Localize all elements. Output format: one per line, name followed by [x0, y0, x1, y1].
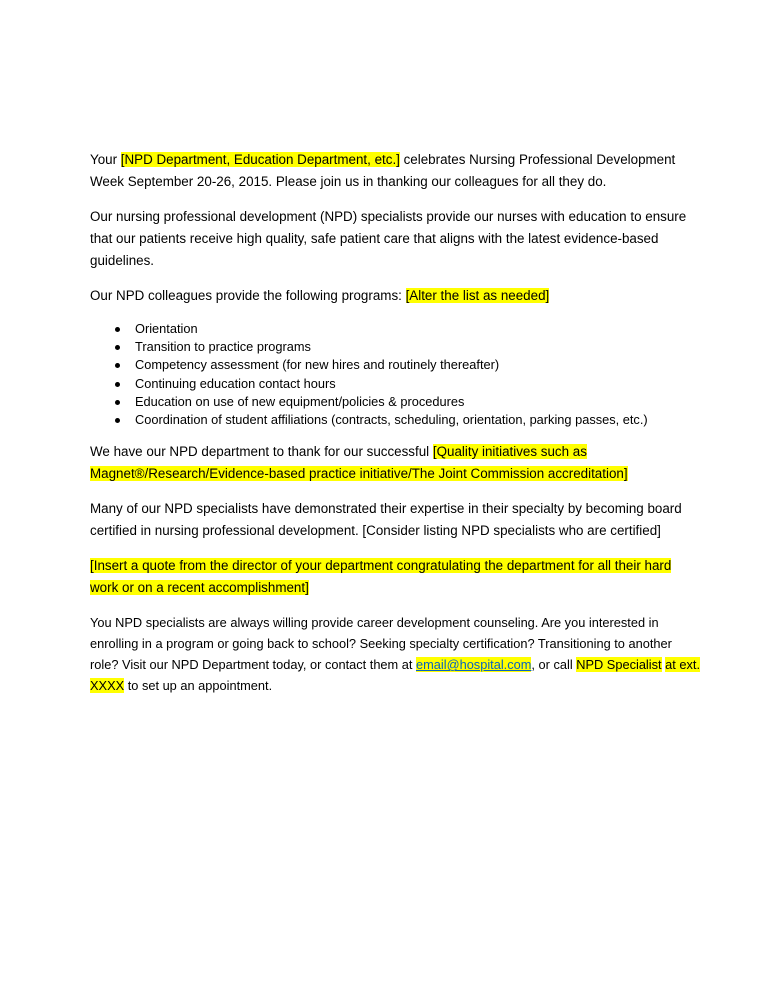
list-item [90, 411, 700, 429]
closing-end-text: to set up an appointment. [124, 678, 273, 694]
bullet-icon [115, 418, 120, 423]
bullet-icon [115, 363, 120, 368]
list-item [90, 356, 700, 374]
list-item [90, 375, 700, 393]
npd-specialist-placeholder: NPD Specialist [576, 657, 662, 673]
alter-list-placeholder: [Alter the list as needed] [405, 288, 550, 303]
closing-paragraph [90, 612, 700, 696]
list-item-text: Orientation [135, 321, 198, 336]
intro-text-end: celebrates Nursing Professional Development Week September 20-26, 2015. Please join us in thanking our colleagues for all they do. [90, 152, 676, 189]
certified-paragraph: Many of our NPD specialists have demonstrated their expertise in their specialty by becoming board certified in nursing professional development. [Consider listing NPD specialists who are certified] [90, 501, 682, 539]
quote-placeholder: [Insert a quote from the director of your department congratulating the department for all their hard work or on a recent accomplishment] [90, 558, 672, 596]
department-placeholder: [NPD Department, Education Department, etc.] [120, 152, 400, 167]
email-link[interactable]: email@hospital.com [416, 657, 532, 673]
closing-text: You NPD specialists are always willing provide career development counseling. Are you interested in enrolling in a program or going back to school? Seeking specialty certification? Transitioning to another role? Visit our NPD Department today, or contact them at [90, 615, 672, 673]
quality-initiatives-placeholder: [Quality initiatives such as Magnet®/Research/Evidence-based practice initiative/The Joint Commission accreditation] [90, 444, 628, 482]
list-item [90, 320, 700, 338]
list-item [90, 393, 700, 411]
thanks-text: We have our NPD department to thank for our successful [90, 444, 433, 460]
list-item-text: Competency assessment (for new hires and routinely thereafter) [135, 357, 500, 373]
bullet-icon [115, 345, 120, 350]
list-item-text: Transition to practice programs [135, 339, 311, 355]
bullet-icon [115, 327, 120, 332]
programs-list [90, 320, 700, 429]
list-item [90, 338, 700, 356]
bullet-icon [115, 400, 120, 405]
thanks-paragraph [90, 441, 700, 485]
extension-placeholder: at ext. XXXX [90, 657, 700, 694]
list-item-text: Continuing education contact hours [135, 375, 336, 391]
list-item-text: Education on use of new equipment/policies & procedures [135, 393, 465, 409]
programs-intro-paragraph [90, 285, 700, 307]
specialists-paragraph: Our nursing professional development (NPD) specialists provide our nurses with education to ensure that our patients receive high quality, safe patient care that aligns with the latest evidence-based guidelines. [90, 209, 687, 268]
intro-paragraph [90, 149, 700, 193]
closing-middle-text: , or call [531, 657, 577, 673]
programs-intro-text: Our NPD colleagues provide the following programs: [90, 288, 406, 303]
quote-paragraph [90, 555, 700, 599]
list-item-text: Coordination of student affiliations (contracts, scheduling, orientation, parking passes, etc.) [135, 412, 648, 428]
document-body [90, 149, 700, 709]
bullet-icon [115, 382, 120, 387]
intro-text-start: Your [90, 152, 121, 167]
